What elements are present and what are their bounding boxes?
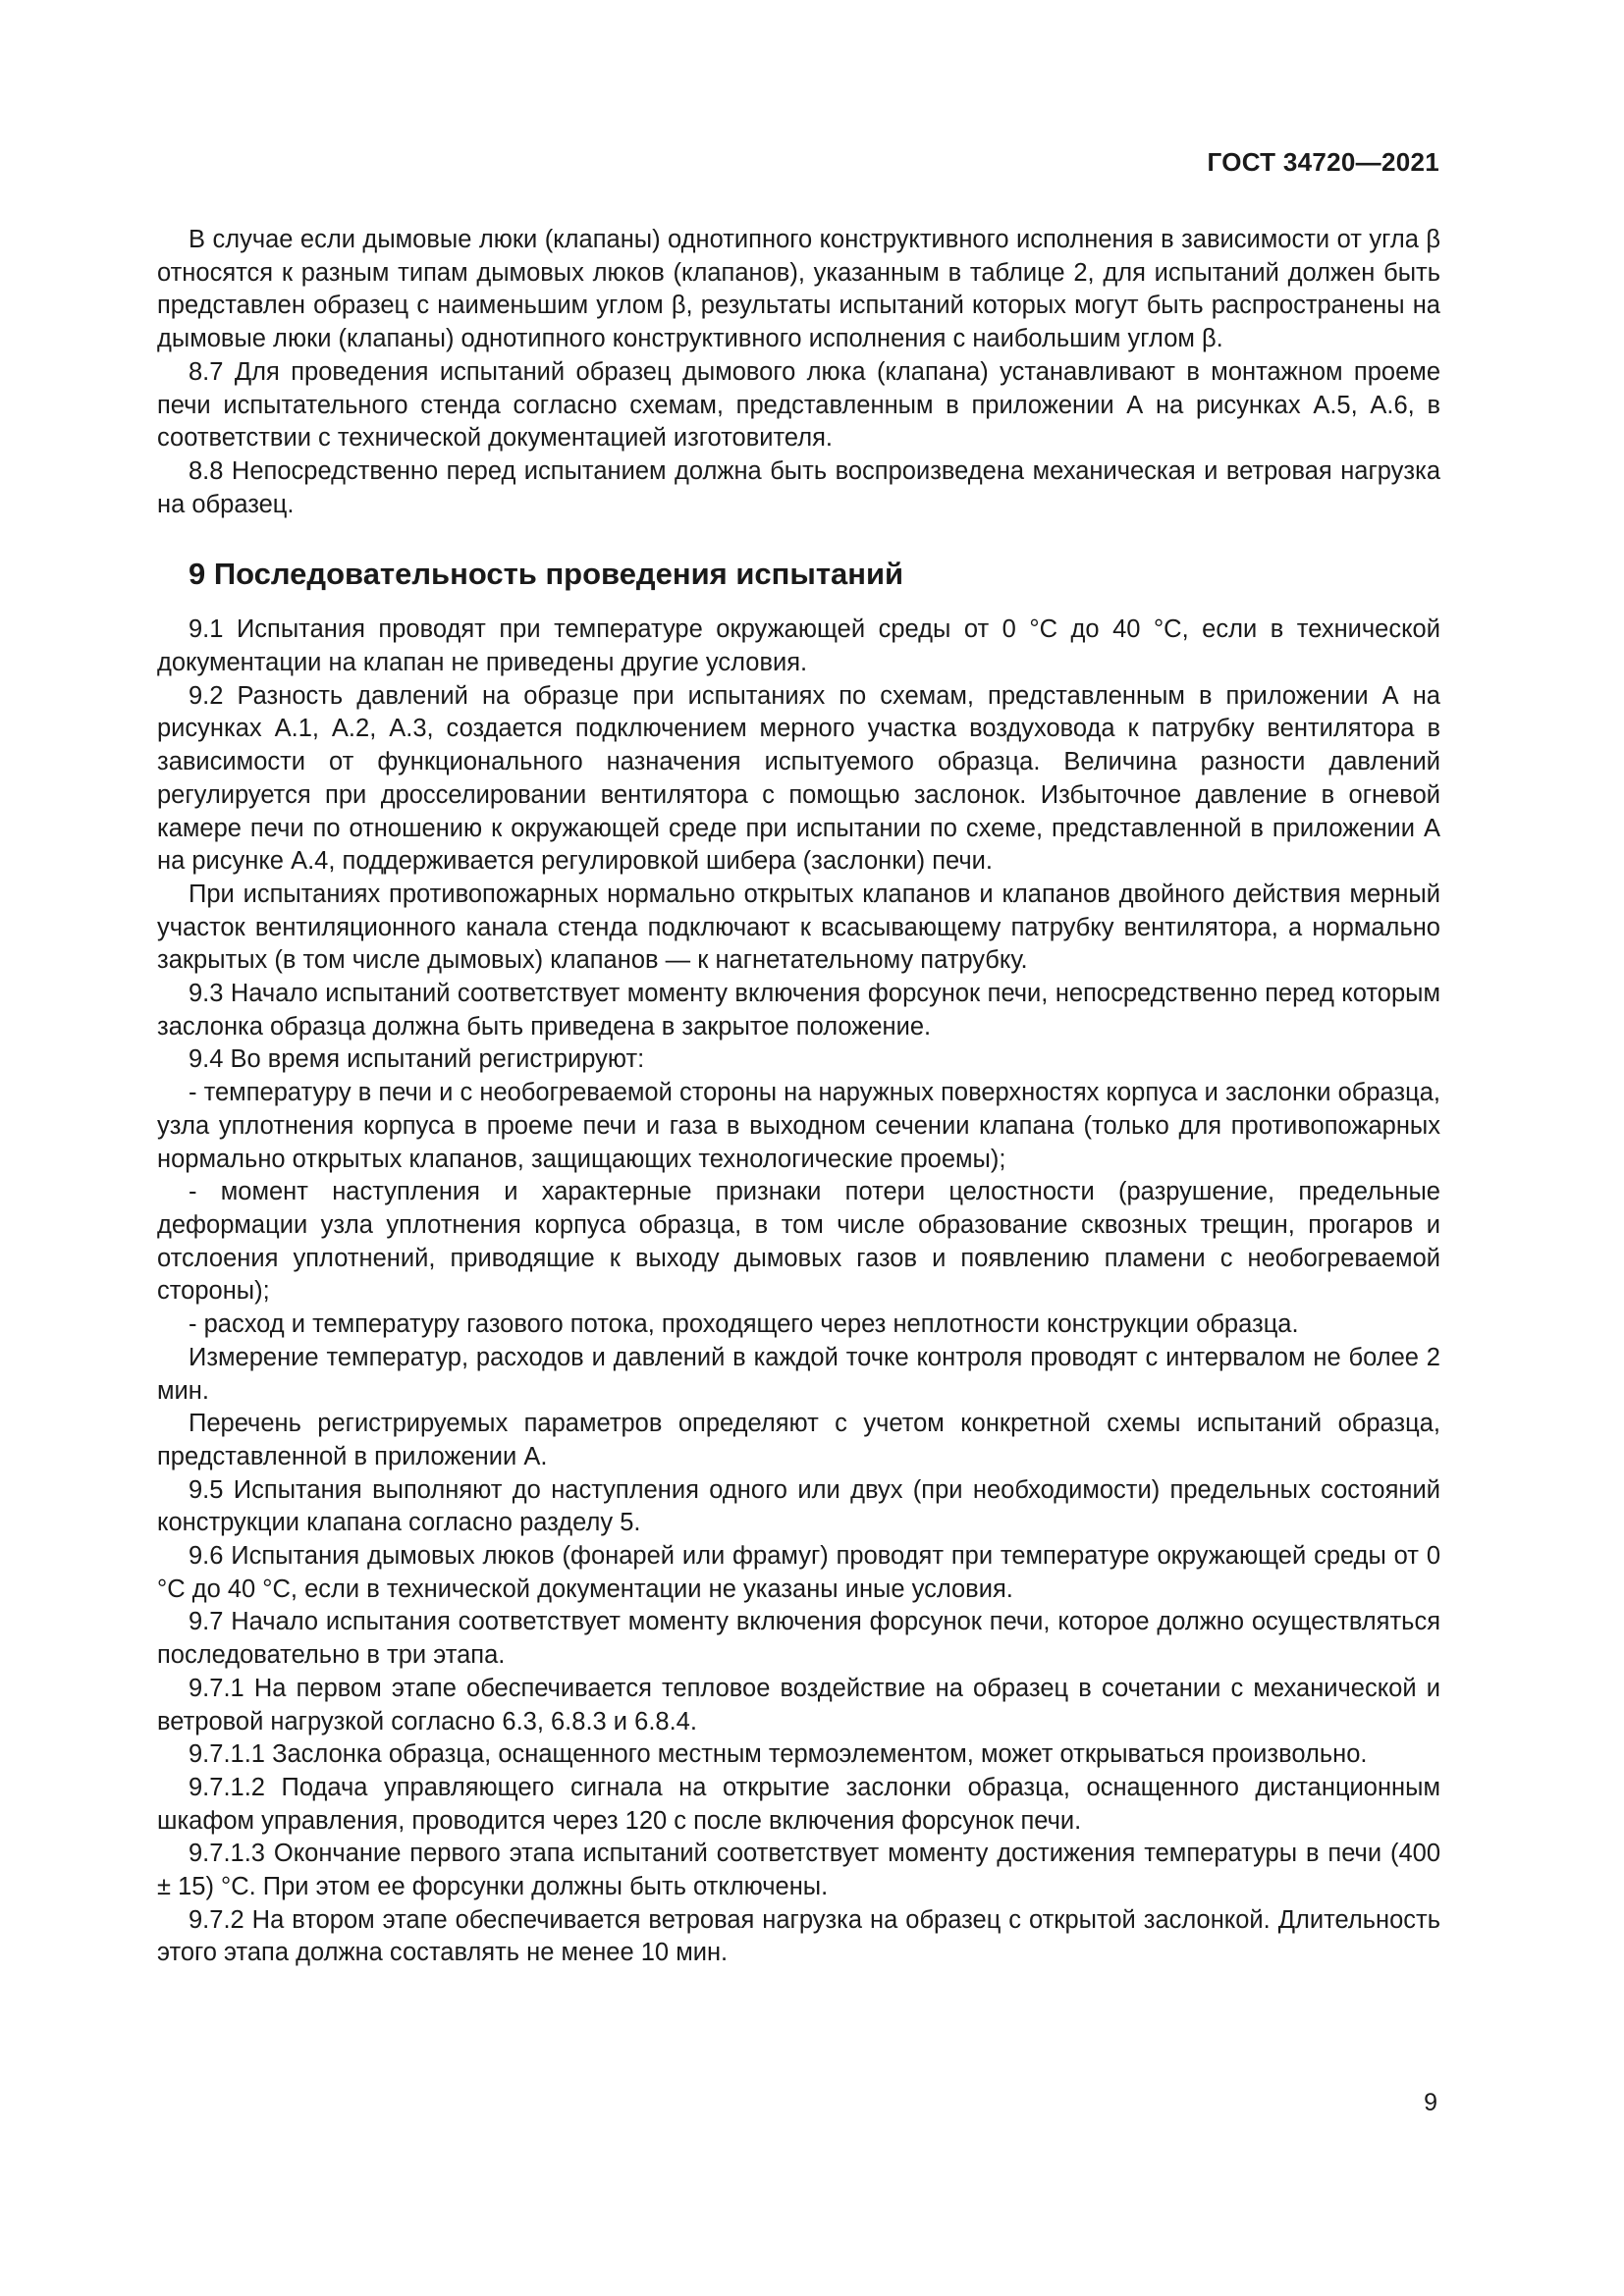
paragraph-8-7: 8.7 Для проведения испытаний образец дымового люка (клапана) устанавливают в монтажном проеме печи испытательного стенда согласно схемам, представленным в приложении А на рисунках А.5, А.6, в соответствии с технической документацией изготовителя.: [157, 357, 1440, 453]
page-content: [157, 224, 1440, 1970]
paragraph-9-7-2: 9.7.2 На втором этапе обеспечивается ветровая нагрузка на образец с открытой заслонкой. Длительность этого этапа должна составлять не менее 10 мин.: [157, 1905, 1440, 1967]
paragraph-9-2-continued: При испытаниях противопожарных нормально открытых клапанов и клапанов двойного действия мерный участок вентиляционного канала стенда подключают к всасывающему патрубку вентилятора, а нормально закрытых (в том числе дымовых) клапанов — к нагнетательному патрубку.: [157, 880, 1440, 975]
paragraph-9-7: 9.7 Начало испытания соответствует моменту включения форсунок печи, которое должно осуществляться последовательно в три этапа.: [157, 1608, 1440, 1670]
page-number: 9: [1424, 2089, 1437, 2116]
paragraph-beta-angle: В случае если дымовые люки (клапаны) однотипного конструктивного исполнения в зависимости от угла β относятся к разным типам дымовых люков (клапанов), указанным в таблице 2, для испытаний должен быть представлен образец с наименьшим углом β, результаты испытаний которых могут быть распространены на дымовые люки (клапаны) однотипного конструктивного исполнения с наибольшим углом β.: [157, 226, 1440, 353]
paragraph-measurement-interval: Измерение температур, расходов и давлений в каждой точке контроля проводят с интервалом не более 2 мин.: [157, 1343, 1440, 1405]
paragraph-9-5: 9.5 Испытания выполняют до наступления одного или двух (при необходимости) предельных состояний конструкции клапана согласно разделу 5.: [157, 1475, 1440, 1537]
paragraph-9-7-1-1: 9.7.1.1 Заслонка образца, оснащенного местным термоэлементом, может открываться произвольно.: [189, 1740, 1368, 1769]
paragraph-9-1: 9.1 Испытания проводят при температуре окружающей среды от 0 °С до 40 °С, если в технической документации на клапан не приведены другие условия.: [157, 615, 1440, 677]
paragraph-9-7-1-2: 9.7.1.2 Подача управляющего сигнала на открытие заслонки образца, оснащенного дистанционным шкафом управления, проводится через 120 с после включения форсунок печи.: [157, 1773, 1440, 1835]
list-item-gas-flow: - расход и температуру газового потока, проходящего через неплотности конструкции образца.: [189, 1310, 1299, 1339]
list-item-integrity: - момент наступления и характерные признаки потери целостности (разрушение, предельные деформации узла уплотнения корпуса образца, в том числе образование сквозных трещин, прогаров и отслоения уплотнений, приводящие к выходу дымовых газов и появлению пламени с необогреваемой стороны);: [157, 1178, 1440, 1306]
section-heading: 9 Последовательность проведения испытаний: [189, 557, 904, 592]
paragraph-9-2: 9.2 Разность давлений на образце при испытаниях по схемам, представленным в приложении А на рисунках А.1, А.2, А.3, создается подключением мерного участка воздуховода к патрубку вентилятора в зависимости от функционального назначения испытуемого образца. Величина разности давлений регулируется при дросселировании вентилятора с помощью заслонок. Избыточное давление в огневой камере печи по отношению к окружающей среде при испытании по схеме, представленной в приложении А на рисунке А.4, поддерживается регулировкой шибера (заслонки) печи.: [157, 681, 1440, 876]
list-item-temperature: - температуру в печи и с необогреваемой стороны на наружных поверхностях корпуса и заслонки образца, узла уплотнения корпуса в проеме печи и газа в выходном сечении клапана (только для противопожарных нормально открытых клапанов, защищающих технологические проемы);: [157, 1079, 1440, 1173]
paragraph-9-7-1: 9.7.1 На первом этапе обеспечивается тепловое воздействие на образец в сочетании с механической и ветровой нагрузкой согласно 6.3, 6.8.3 и 6.8.4.: [157, 1674, 1440, 1735]
paragraph-9-4: 9.4 Во время испытаний регистрируют:: [189, 1045, 645, 1074]
paragraph-9-6: 9.6 Испытания дымовых люков (фонарей или фрамуг) проводят при температуре окружающей среды от 0 °С до 40 °С, если в технической документации не указаны иные условия.: [157, 1542, 1440, 1603]
paragraph-8-8: 8.8 Непосредственно перед испытанием должна быть воспроизведена механическая и ветровая нагрузка на образец.: [157, 456, 1440, 518]
document-code-header: ГОСТ 34720—2021: [1207, 147, 1439, 177]
paragraph-9-3: 9.3 Начало испытаний соответствует моменту включения форсунок печи, непосредственно перед которым заслонка образца должна быть приведена в закрытое положение.: [157, 980, 1440, 1041]
paragraph-parameters-list: Перечень регистрируемых параметров определяют с учетом конкретной схемы испытаний образца, представленной в приложении А.: [157, 1410, 1440, 1470]
paragraph-9-7-1-3: 9.7.1.3 Окончание первого этапа испытаний соответствует моменту достижения температуры в печи (400 ± 15) °С. При этом ее форсунки должны быть отключены.: [157, 1840, 1440, 1901]
